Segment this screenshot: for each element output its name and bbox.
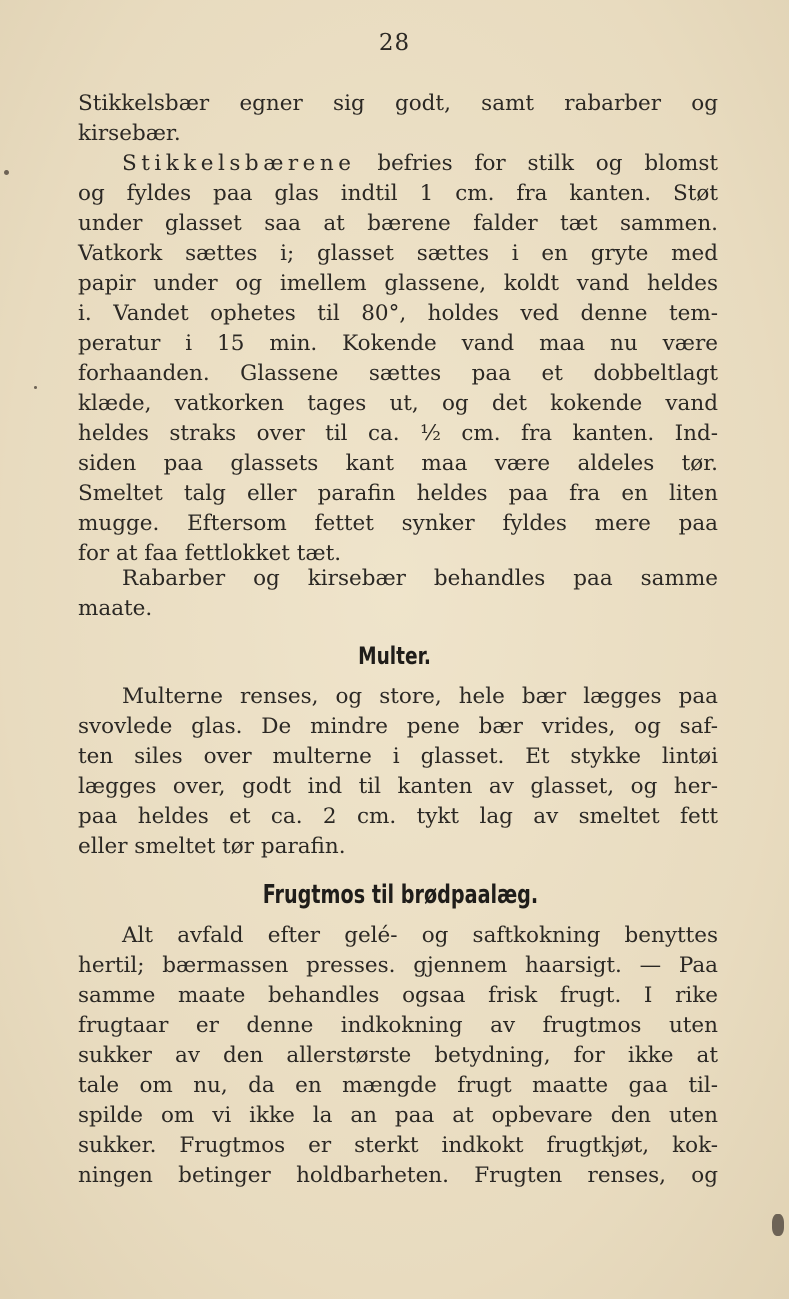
text-line: for at faa fettlokket tæt. [78, 541, 342, 566]
text-line [78, 149, 718, 179]
text-line: klæde, vatkorken tages ut, og det kokende vand [78, 391, 718, 416]
text-line: Multerne renses, og store, hele bær lægges paa [122, 684, 718, 709]
paper-speck [4, 170, 9, 175]
text-line: mugge. Eftersom fettet synker fyldes mere paa [78, 511, 718, 536]
text-line: samme maate behandles ogsaa frisk frugt. I rike [78, 983, 718, 1008]
section-heading-frugtmos: Frugtmos til brødpaalæg. [262, 880, 539, 910]
text-line: sukker av den allerstørste betydning, for ikke at [78, 1043, 718, 1068]
text-line: under glasset saa at bærene falder tæt sammen. [78, 211, 718, 236]
text-line: paa heldes et ca. 2 cm. tykt lag av smeltet fett [78, 804, 718, 829]
paper-speck [772, 1214, 784, 1236]
spaced-term: Stikkelsbærene [122, 151, 356, 176]
text-line: Stikkelsbær egner sig godt, samt rabarber og [78, 91, 718, 116]
text-line: frugtaar er denne indkokning av frugtmos uten [78, 1013, 718, 1038]
text-line: eller smeltet tør parafin. [78, 834, 346, 859]
text-line: Smeltet talg eller parafin heldes paa fra en liten [78, 481, 718, 506]
text-line: heldes straks over til ca. ½ cm. fra kanten. Ind- [78, 421, 718, 446]
text-line: kirsebær. [78, 121, 181, 146]
text-line: ningen betinger holdbarheten. Frugten renses, og [78, 1163, 718, 1188]
text-line: lægges over, godt ind til kanten av glasset, og her- [78, 774, 718, 799]
text-line: ten siles over multerne i glasset. Et stykke lintøi [78, 744, 718, 769]
paragraph-rabarber [78, 564, 718, 624]
text-line: papir under og imellem glassene, koldt vand heldes [78, 271, 718, 296]
text-line: Rabarber og kirsebær behandles paa samme [122, 566, 718, 591]
page-number: 28 [378, 30, 411, 56]
text-line: spilde om vi ikke la an paa at opbevare den uten [78, 1103, 718, 1128]
text-line: tale om nu, da en mængde frugt maatte gaa til- [78, 1073, 718, 1098]
text-line: sukker. Frugtmos er sterkt indkokt frugtkjøt, kok- [78, 1133, 718, 1158]
text-line: Alt avfald efter gelé- og saftkokning benyttes [122, 923, 718, 948]
text-line: peratur i 15 min. Kokende vand maa nu være [78, 331, 718, 356]
text-line: Vatkork sættes i; glasset sættes i en gryte med [78, 241, 718, 266]
section-heading-multer: Multer. [358, 642, 431, 670]
paragraph-stikkelsbaer-method [78, 149, 718, 569]
text-line: hertil; bærmassen presses. gjennem haarsigt. — Paa [78, 953, 718, 978]
text-line: maate. [78, 596, 153, 621]
text-line: i. Vandet ophetes til 80°, holdes ved denne tem- [78, 301, 718, 326]
paper-speck [34, 386, 37, 389]
text-run: befries for stilk og blomst [355, 151, 718, 176]
paragraph-stikkelsbaer-intro [78, 89, 718, 149]
text-line: siden paa glassets kant maa være aldeles tør. [78, 451, 718, 476]
paragraph-multer [78, 682, 718, 862]
paragraph-frugtmos [78, 921, 718, 1191]
text-line: forhaanden. Glassene sættes paa et dobbeltlagt [78, 361, 718, 386]
text-line: svovlede glas. De mindre pene bær vrides, og saf- [78, 714, 718, 739]
text-line: og fyldes paa glas indtil 1 cm. fra kanten. Støt [78, 181, 718, 206]
